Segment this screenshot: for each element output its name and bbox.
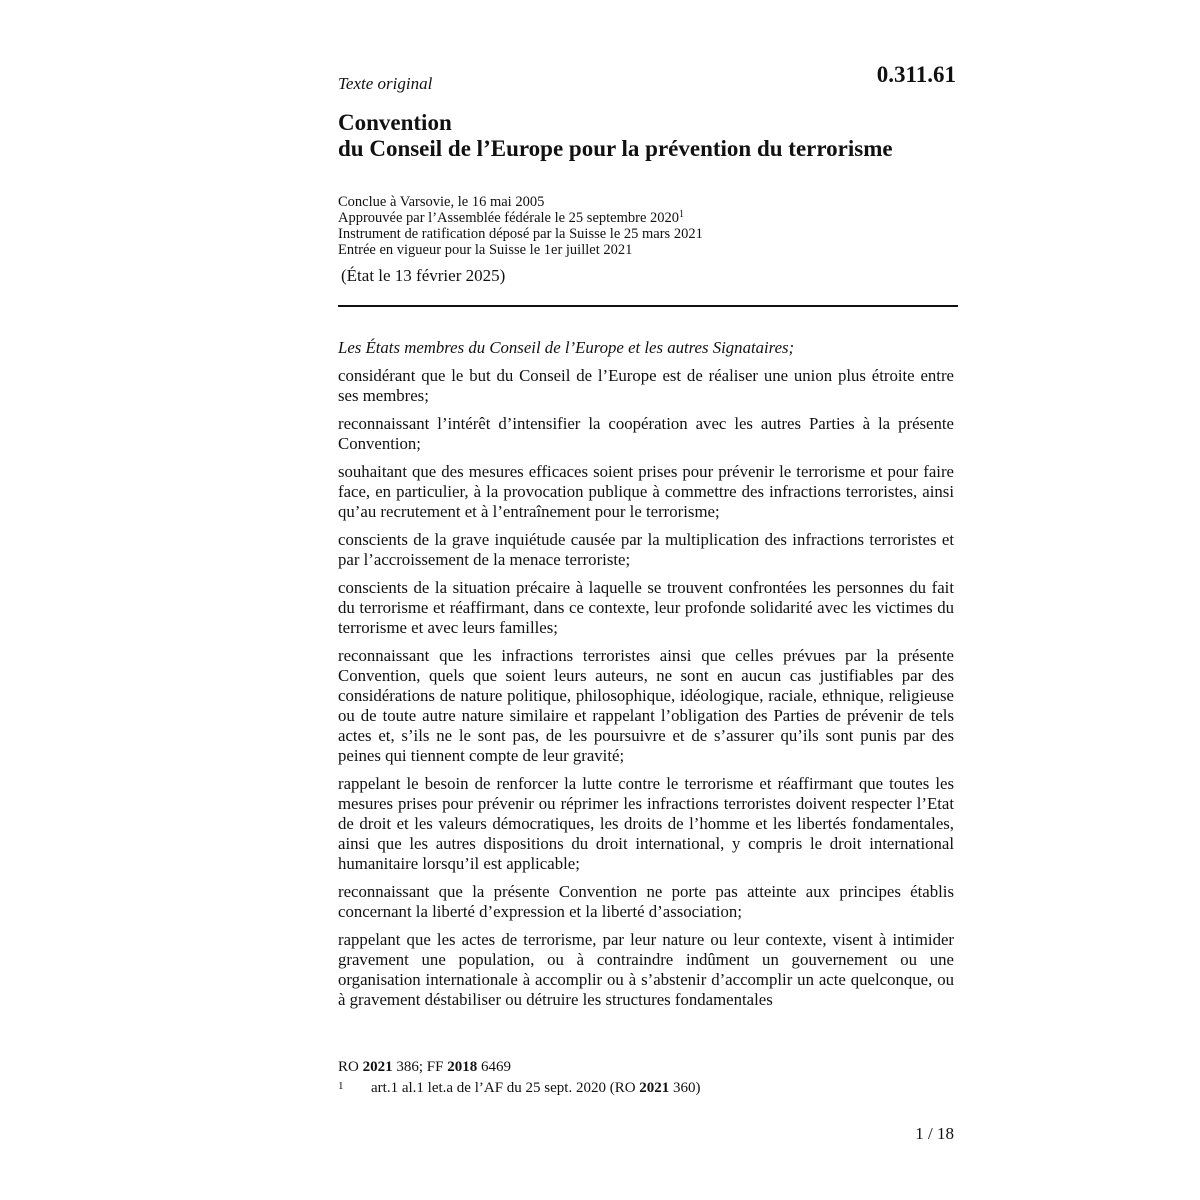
sr-number: 0.311.61 (876, 62, 956, 87)
preamble-paragraph: reconnaissant que la présente Convention ne porte pas atteinte aux principes établis concernant la liberté d’expression et la liberté d’association; (338, 882, 954, 921)
document-metadata (338, 194, 703, 258)
ratification-line: Instrument de ratification déposé par la Suisse le 25 mars 2021 (338, 226, 703, 242)
footnote-ref-1[interactable]: 1 (679, 209, 685, 220)
footnote-1-year: 2021 (639, 1080, 670, 1096)
footnote-1-page: 360) (673, 1080, 701, 1096)
preamble-paragraph: conscients de la grave inquiétude causée par la multiplication des infractions terroristes et par l’accroissement de la menace terroriste; (338, 530, 954, 569)
preamble (338, 338, 954, 1018)
title-line-2: du Conseil de l’Europe pour la prévention du terrorisme (338, 136, 893, 161)
original-text-label: Texte original (338, 74, 433, 93)
approved-line (338, 210, 703, 226)
footnote-1 (338, 1077, 701, 1098)
ff-year: 2018 (447, 1059, 478, 1075)
page-number: 1 / 18 (915, 1124, 954, 1143)
preamble-paragraph: rappelant le besoin de renforcer la lutte contre le terrorisme et réaffirmant que toutes les mesures prises pour prévenir ou réprimer les infractions terroristes doivent respecter l’Etat de droit et les valeurs démocratiques, les droits de l’homme et les libertés fondamentales, ainsi que les autres dispositions du droit international, y compris le droit international humanitaire lorsqu’il est applicable; (338, 774, 954, 873)
document-title (338, 110, 893, 162)
ro-page: 386; FF (396, 1059, 444, 1075)
preamble-paragraph: conscients de la situation précaire à laquelle se trouvent confrontées les personnes du fait du terrorisme et réaffirmant, dans ce contexte, leur profonde solidarité avec les victimes du terrorisme et avec leurs familles; (338, 578, 954, 637)
approved-text: Approuvée par l’Assemblée fédérale le 25 septembre 2020 (338, 210, 680, 226)
footnote-1-text: art.1 al.1 let.a de l’AF du 25 sept. 2020 (RO (371, 1080, 636, 1096)
ff-page: 6469 (480, 1059, 511, 1075)
footnotes (338, 1058, 701, 1098)
preamble-paragraph: rappelant que les actes de terrorisme, par leur nature ou leur contexte, visent à intimider gravement une population, ou à contraindre indûment un gouvernement ou une organisation internationale à accomplir ou à s’abstenir d’accomplir un acte quelconque, ou à gravement déstabiliser ou détruire les structures fondamentales (338, 930, 954, 1009)
concluded-line: Conclue à Varsovie, le 16 mai 2005 (338, 194, 545, 210)
header-divider (338, 305, 958, 307)
preamble-paragraph: reconnaissant que les infractions terroristes ainsi que celles prévues par la présente Convention, quels que soient leurs auteurs, ne sont en aucun cas justifiables par des considérations de nature politique, philosophique, idéologique, raciale, ethnique, religieuse ou de toute autre nature similaire et rappelant l’obligation des Parties de prévenir de tels actes et, s’ils ne le sont pas, de les poursuivre et de s’assurer qu’ils sont punis par des peines qui tiennent compte de leur gravité; (338, 646, 954, 765)
footnote-1-number: 1 (338, 1080, 344, 1092)
title-line-1: Convention (338, 110, 452, 135)
ro-prefix: RO (338, 1059, 359, 1075)
ro-year: 2021 (362, 1059, 393, 1075)
state-date: (État le 13 février 2025) (341, 266, 506, 285)
ro-reference (338, 1058, 701, 1077)
preamble-paragraph: reconnaissant l’intérêt d’intensifier la coopération avec les autres Parties à la présente Convention; (338, 414, 954, 453)
preamble-paragraph: souhaitant que des mesures efficaces soient prises pour prévenir le terrorisme et pour faire face, en particulier, à la provocation publique à commettre des infractions terroristes, ainsi qu’au recrutement et à l’entraînement pour le terrorisme; (338, 462, 954, 521)
entry-into-force-line: Entrée en vigueur pour la Suisse le 1er juillet 2021 (338, 242, 633, 258)
preamble-paragraph: considérant que le but du Conseil de l’Europe est de réaliser une union plus étroite entre ses membres; (338, 366, 954, 405)
preamble-intro: Les États membres du Conseil de l’Europe et les autres Signataires; (338, 338, 795, 357)
